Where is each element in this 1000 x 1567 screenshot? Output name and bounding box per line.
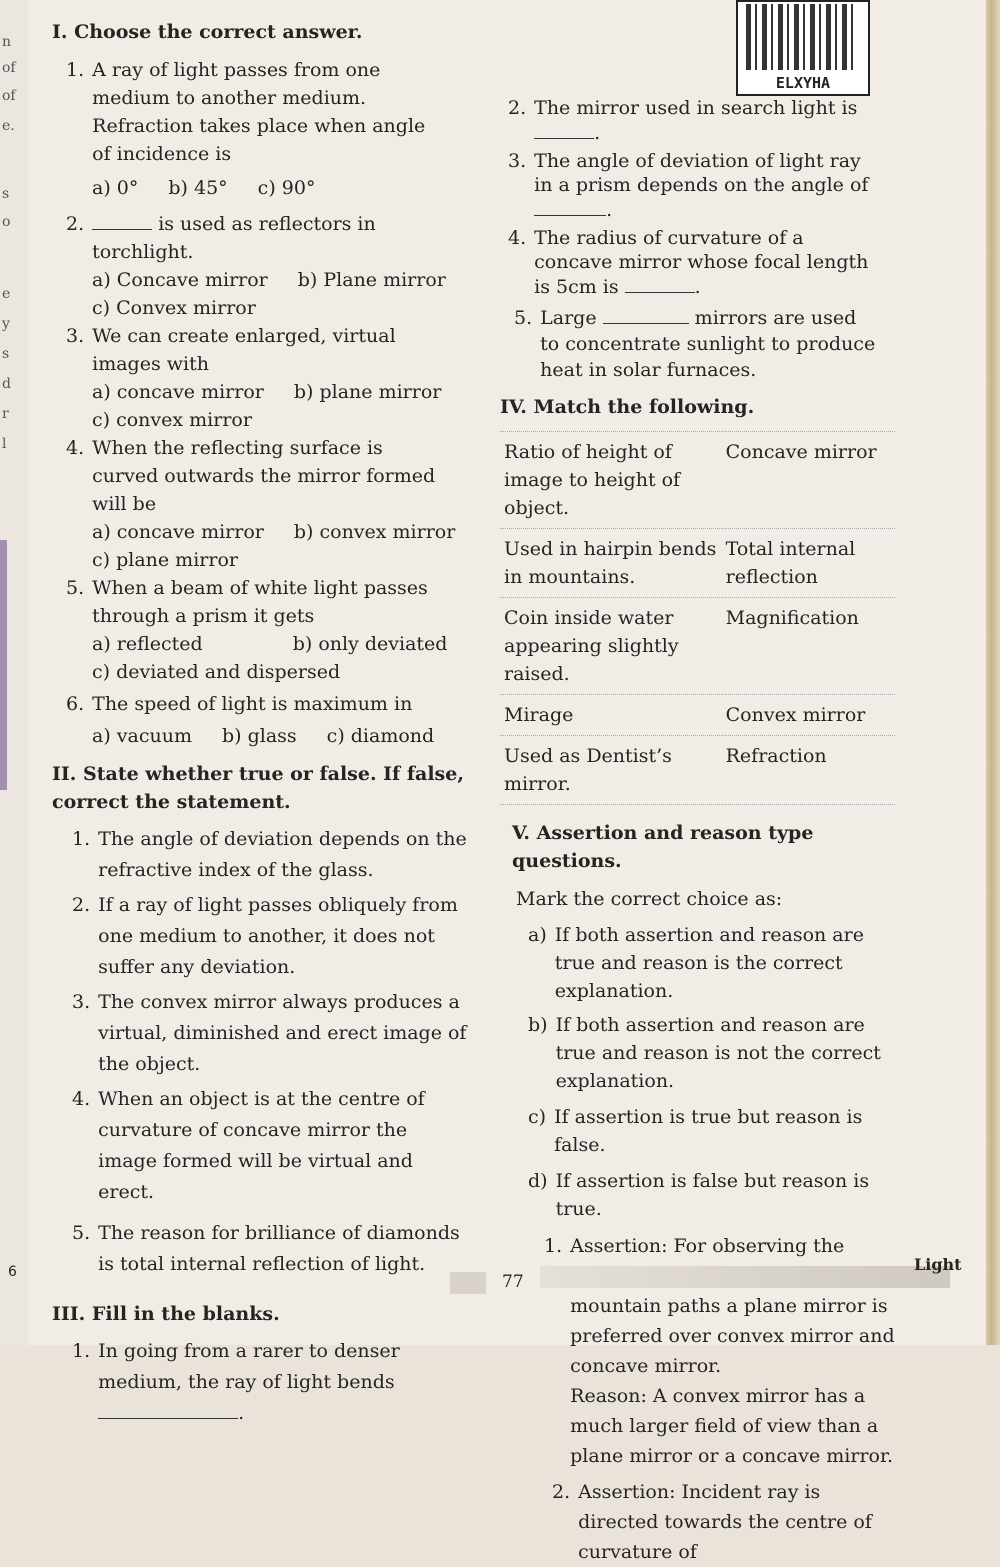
option-c: c) deviated and dispersed <box>92 661 341 683</box>
left-column <box>52 18 482 1429</box>
question-text: The speed of light is maximum in <box>92 693 413 715</box>
question-1 <box>52 56 482 168</box>
match-row <box>500 432 895 529</box>
blank <box>603 305 689 324</box>
edge-letter: of <box>2 60 16 76</box>
choice-c <box>500 1103 895 1159</box>
assertion-2 <box>500 1477 895 1567</box>
item-number: 2. <box>508 97 527 119</box>
assertion-text: Assertion: Incident ray is directed towards the centre of curvature of <box>578 1481 872 1563</box>
tf-item-3 <box>52 987 482 1080</box>
options-2 <box>52 266 482 294</box>
question-number: 4. <box>66 437 85 459</box>
option-b: b) plane mirror <box>293 381 442 403</box>
match-row <box>500 529 895 598</box>
right-column <box>500 96 895 1567</box>
match-left: Used in hairpin bends in mountains. <box>500 529 722 598</box>
fill-2: 2. The mirror used in search light is . <box>508 97 858 144</box>
options-1 <box>52 174 482 202</box>
option-c: c) plane mirror <box>92 549 238 571</box>
qr-code-text: ELXYHA <box>775 74 831 92</box>
match-row <box>500 695 895 736</box>
question-5 <box>52 574 482 630</box>
tf-item-2 <box>52 890 482 983</box>
section-5-intro: Mark the correct choice as: <box>516 888 783 910</box>
edge-letter: e <box>2 286 11 302</box>
item-number: 4. <box>508 227 527 249</box>
edge-letter: r <box>2 406 9 422</box>
edge-letter: o <box>2 214 11 230</box>
edge-letter: e. <box>2 118 15 134</box>
question-text: When the reflecting surface is curved outwards the mirror formed will be <box>92 437 436 515</box>
edge-letter: s <box>2 346 10 362</box>
option-a: a) 0° <box>92 177 139 199</box>
question-number: 1. <box>66 59 85 81</box>
page-edge <box>986 0 1000 1345</box>
edge-letter: y <box>2 316 10 332</box>
item-number: 5. <box>72 1222 91 1244</box>
choice-b <box>500 1011 895 1095</box>
item-number: 1. <box>72 828 91 850</box>
item-number: 5. <box>514 307 533 329</box>
question-2 <box>52 210 482 266</box>
question-number: 6. <box>66 693 85 715</box>
choice-label: c) <box>528 1106 547 1128</box>
item-text-post: mirrors are used to concentrate sunlight to produce heat in solar furnaces. <box>540 307 876 381</box>
choice-text: If both assertion and reason are true and reason is not the correct explanation. <box>555 1014 881 1092</box>
edge-letter: s <box>2 186 10 202</box>
match-right: Convex mirror <box>722 695 895 736</box>
question-6 <box>52 690 482 718</box>
item-text: The convex mirror always produces a virtual, diminished and erect image of the object. <box>98 991 467 1075</box>
section-2-title: II. State whether true or false. If false, correct the statement. <box>52 763 464 813</box>
match-right: Concave mirror <box>722 432 895 529</box>
choice-text: If both assertion and reason are true and reason is the correct explanation. <box>554 924 864 1002</box>
footer-bar <box>540 1266 950 1288</box>
choice-label: b) <box>528 1014 548 1036</box>
fill-3: 3. The angle of deviation of light ray in a prism depends on the angle of . <box>508 150 869 221</box>
section-1-title: I. Choose the correct answer. <box>52 21 363 43</box>
option-c: c) convex mirror <box>92 409 252 431</box>
item-text: If a ray of light passes obliquely from one medium to another, it does not suffer any deviation. <box>98 894 458 978</box>
section-5-title: V. Assertion and reason type questions. <box>512 822 814 872</box>
question-text: When a beam of white light passes through a prism it gets <box>92 577 428 627</box>
item-number: 2. <box>72 894 91 916</box>
fill-4: 4. The radius of curvature of a concave mirror whose focal length is 5cm is . <box>508 227 869 298</box>
page-number: 77 <box>502 1272 524 1292</box>
fill-1: 1. In going from a rarer to denser medium, the ray of light bends . <box>52 1336 482 1429</box>
option-c: c) 90° <box>257 177 316 199</box>
assertion-text: Assertion: For observing the mountain paths a plane mirror is preferred over convex mirror and concave mirror. <box>570 1235 895 1377</box>
section-4-title: IV. Match the following. <box>500 396 755 418</box>
options-3c <box>52 406 482 434</box>
item-text: The mirror used in search light is <box>534 97 858 119</box>
qr-code[interactable] <box>736 0 870 96</box>
footer-bar-left <box>450 1272 486 1294</box>
options-4c <box>52 546 482 574</box>
match-left: Mirage <box>500 695 722 736</box>
match-right: Refraction <box>722 736 895 805</box>
option-a: a) concave mirror <box>92 521 264 543</box>
option-b: b) convex mirror <box>293 521 456 543</box>
option-c: c) diamond <box>326 725 435 747</box>
match-row <box>500 598 895 695</box>
qr-pattern <box>746 4 858 70</box>
tf-item-4 <box>52 1084 482 1208</box>
item-text: The angle of deviation of light ray in a prism depends on the angle of <box>534 150 869 196</box>
match-left: Coin inside water appearing slightly raised. <box>500 598 722 695</box>
chapter-label: Light <box>914 1255 962 1274</box>
option-b: b) glass <box>221 725 297 747</box>
blank <box>98 1400 238 1419</box>
match-right: Magnification <box>722 598 895 695</box>
question-4 <box>52 434 482 518</box>
question-number: 2. <box>66 213 85 235</box>
choice-text: If assertion is false but reason is true. <box>555 1170 870 1220</box>
option-a: a) Concave mirror <box>92 269 268 291</box>
option-c: c) Convex mirror <box>92 297 256 319</box>
choice-a <box>500 921 895 1005</box>
options-3 <box>52 378 482 406</box>
options-5 <box>52 630 482 658</box>
choice-label: d) <box>528 1170 548 1192</box>
edge-letter: of <box>2 88 16 104</box>
question-number: 5. <box>66 577 85 599</box>
item-text: In going from a rarer to denser medium, the ray of light bends <box>98 1340 400 1393</box>
item-text: When an object is at the centre of curvature of concave mirror the image formed will be virtual and erect. <box>98 1088 425 1203</box>
options-6 <box>52 722 482 750</box>
item-number: 4. <box>72 1088 91 1110</box>
option-a: a) reflected <box>92 633 203 655</box>
match-left: Ratio of height of image to height of object. <box>500 432 722 529</box>
choice-label: a) <box>528 924 547 946</box>
item-number: 3. <box>508 150 527 172</box>
item-text: The angle of deviation depends on the refractive index of the glass. <box>98 828 467 881</box>
item-text-pre: Large <box>540 307 597 329</box>
item-number: 1. <box>544 1235 563 1257</box>
blank <box>534 197 606 216</box>
option-b: b) Plane mirror <box>297 269 446 291</box>
options-2c <box>52 294 482 322</box>
previous-page-number: 6 <box>8 1264 17 1280</box>
item-number: 1. <box>72 1340 91 1362</box>
blank <box>534 120 594 139</box>
tf-item-1 <box>52 824 482 886</box>
choice-text: If assertion is true but reason is false. <box>554 1106 863 1156</box>
tf-item-5 <box>52 1218 482 1280</box>
question-text: is used as reflectors in torchlight. <box>92 213 376 263</box>
option-a: a) concave mirror <box>92 381 264 403</box>
blank <box>92 211 152 230</box>
match-table <box>500 431 895 805</box>
edge-letter: n <box>2 34 12 50</box>
purple-tab <box>0 540 7 790</box>
match-row <box>500 736 895 805</box>
match-right: Total internal reflection <box>722 529 895 598</box>
item-text: The radius of curvature of a concave mirror whose focal length is 5cm is <box>534 227 869 298</box>
option-b: b) only deviated <box>292 633 448 655</box>
match-left: Used as Dentist’s mirror. <box>500 736 722 805</box>
question-number: 3. <box>66 325 85 347</box>
options-5c <box>52 658 482 686</box>
options-4 <box>52 518 482 546</box>
blank <box>625 274 695 293</box>
previous-page-edge <box>0 0 29 1345</box>
edge-letter: d <box>2 376 11 392</box>
section-3-title: III. Fill in the blanks. <box>52 1303 280 1325</box>
question-text: A ray of light passes from one medium to another medium. Refraction takes place when angle of incidence is <box>92 59 426 165</box>
item-number: 3. <box>72 991 91 1013</box>
fill-5 <box>500 305 895 383</box>
reason-text: Reason: A convex mirror has a much larger field of view than a plane mirror or a concave mirror. <box>570 1385 894 1467</box>
choice-d <box>500 1167 895 1223</box>
question-3 <box>52 322 482 378</box>
edge-letter: l <box>2 436 7 452</box>
option-a: a) vacuum <box>92 725 192 747</box>
item-text: The reason for brilliance of diamonds is total internal reflection of light. <box>98 1222 460 1275</box>
question-text: We can create enlarged, virtual images with <box>92 325 396 375</box>
item-number: 2. <box>552 1481 571 1503</box>
option-b: b) 45° <box>168 177 228 199</box>
